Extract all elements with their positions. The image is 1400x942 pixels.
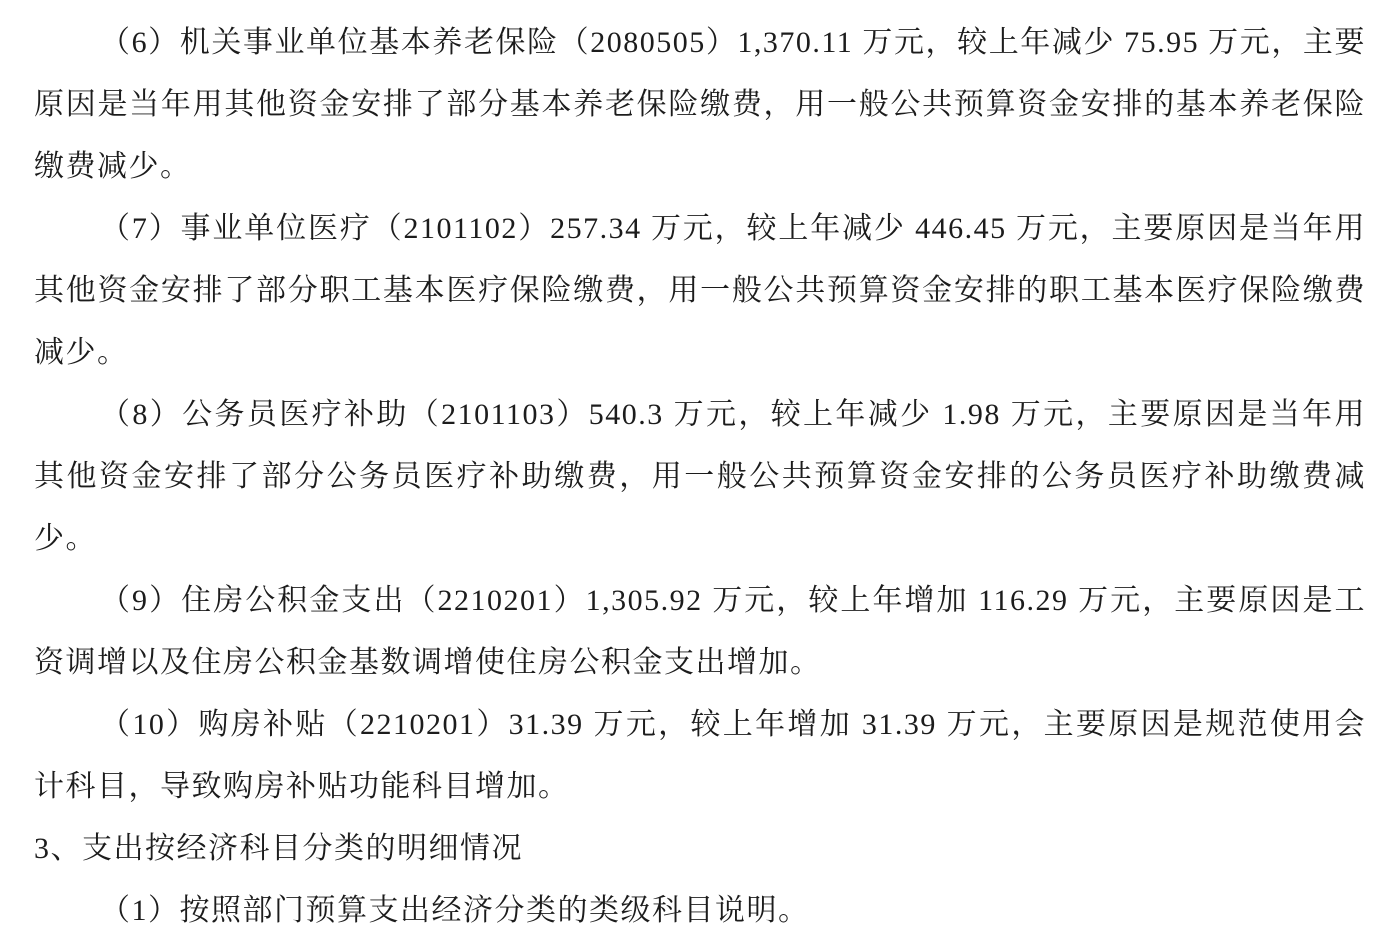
paragraph-sub-item-1: （1）按照部门预算支出经济分类的类级科目说明。 — [100, 894, 810, 927]
paragraph-expense-item-8: （8）公务员医疗补助（2101103）540.3 万元，较上年减少 1.98 万元，主要原因是当年用其他资金安排了部分公务员医疗补助缴费，用一般公共预算资金安排的公务员医疗补助缴费减少。 — [34, 398, 1366, 555]
paragraph-expense-item-6: （6）机关事业单位基本养老保险（2080505）1,370.11 万元，较上年减少 75.95 万元，主要原因是当年用其他资金安排了部分基本养老保险缴费，用一般公共预算资金安排的基本养老保险缴费减少。 — [34, 26, 1366, 183]
paragraph-expense-item-7: （7）事业单位医疗（2101102）257.34 万元，较上年减少 446.45 万元，主要原因是当年用其他资金安排了部分职工基本医疗保险缴费，用一般公共预算资金安排的职工基本医疗保险缴费减少。 — [34, 212, 1366, 369]
paragraph-expense-item-10: （10）购房补贴（2210201）31.39 万元，较上年增加 31.39 万元，主要原因是规范使用会计科目，导致购房补贴功能科目增加。 — [34, 708, 1366, 803]
section-heading-economic-classification: 3、支出按经济科目分类的明细情况 — [34, 832, 523, 865]
paragraph-expense-item-9: （9）住房公积金支出（2210201）1,305.92 万元，较上年增加 116.29 万元，主要原因是工资调增以及住房公积金基数调增使住房公积金支出增加。 — [34, 584, 1366, 679]
